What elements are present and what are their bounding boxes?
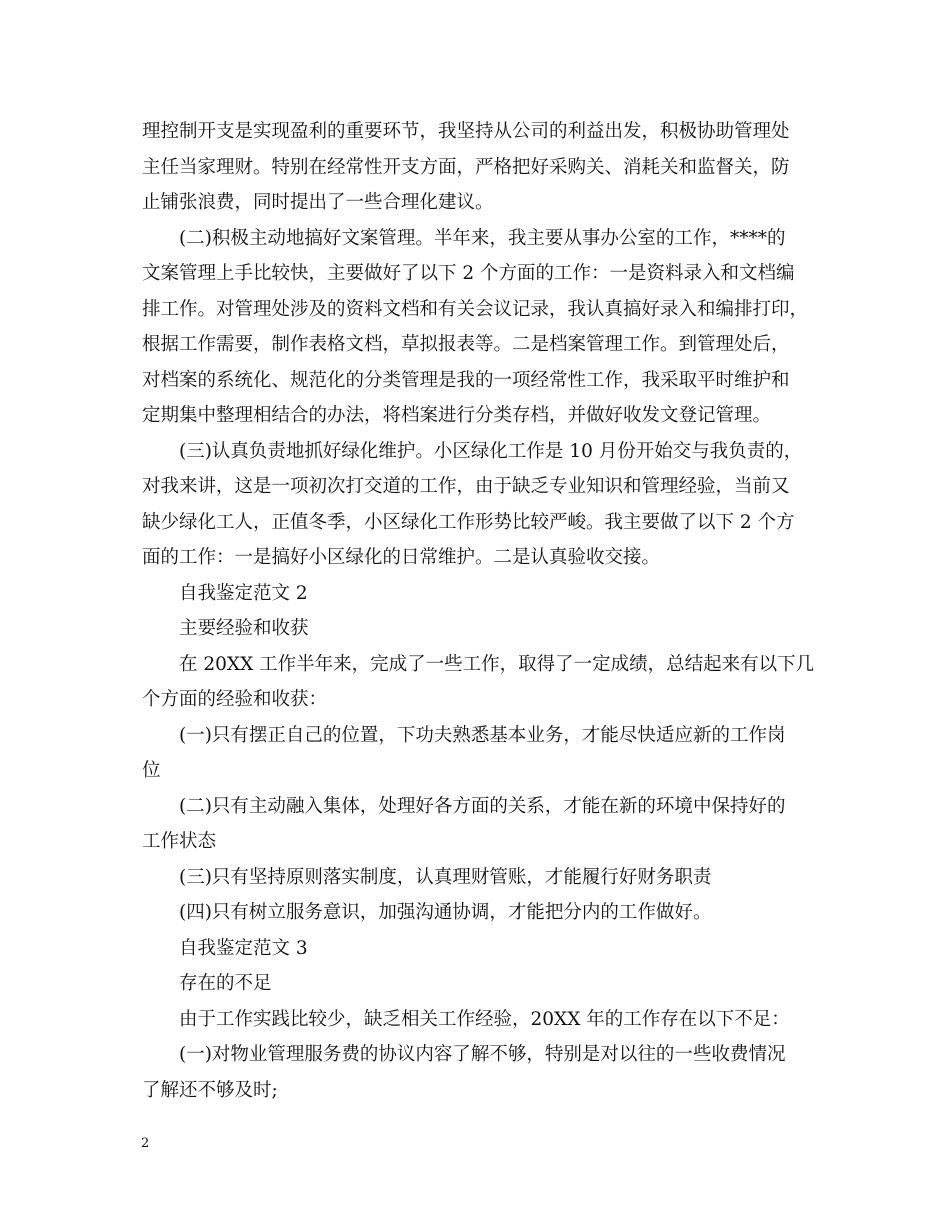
page-number: 2 [141, 1136, 150, 1151]
text-line: 定期集中整理相结合的办法，将档案进行分类存档，并做好收发文登记管理。 [142, 405, 772, 426]
text-line: 面的工作：一是搞好小区绿化的日常维护。二是认真验收交接。 [142, 547, 661, 568]
text-line: 个方面的经验和收获： [142, 689, 328, 710]
text-line: (二)积极主动地搞好文案管理。半年来，我主要从事办公室的工作，****的 [179, 227, 786, 249]
text-line: 根据工作需要，制作表格文档，草拟报表等。二是档案管理工作。到管理处后， [142, 334, 790, 355]
text-line: (三)认真负责地抓好绿化维护。小区绿化工作是 10 月份开始交与我负责的， [179, 440, 803, 462]
text-line: (一)只有摆正自己的位置，下功夫熟悉基本业务，才能尽快适应新的工作岗 [179, 724, 786, 746]
text-line: 在 20XX 工作半年来，完成了一些工作，取得了一定成绩，总结起来有以下几 [179, 653, 815, 675]
text-line: (三)只有坚持原则落实制度，认真理财管账，才能履行好财务职责 [179, 866, 712, 888]
text-line: 位 [142, 760, 161, 781]
text-line: (四)只有树立服务意识，加强沟通协调，才能把分内的工作做好。 [179, 902, 712, 923]
text-line: 排工作。对管理处涉及的资料文档和有关会议记录，我认真搞好录入和编排打印， [142, 298, 809, 320]
text-line: 自我鉴定范文 2 [179, 582, 308, 604]
text-line: 主要经验和收获 [179, 618, 309, 639]
document-body [142, 114, 822, 1108]
text-line: 由于工作实践比较少，缺乏相关工作经验，20XX 年的工作存在以下不足： [179, 1008, 790, 1030]
text-line: 对档案的系统化、规范化的分类管理是我的一项经常性工作，我采取平时维护和 [142, 369, 790, 391]
text-line: 对我来讲，这是一项初次打交道的工作，由于缺乏专业知识和管理经验，当前又 [142, 476, 790, 497]
text-line: 理控制开支是实现盈利的重要环节，我坚持从公司的利益出发，积极协助管理处 [142, 121, 790, 142]
text-line: 止铺张浪费，同时提出了一些合理化建议。 [142, 192, 494, 213]
text-line: (一)对物业管理服务费的协议内容了解不够，特别是对以往的一些收费情况 [179, 1044, 786, 1065]
text-line: 文案管理上手比较快，主要做好了以下 2 个方面的工作：一是资料录入和文档编 [142, 263, 795, 284]
text-line: 工作状态 [142, 831, 217, 852]
text-line: 自我鉴定范文 3 [179, 937, 308, 959]
text-line: 了解还不够及时; [142, 1079, 278, 1101]
text-line: (二)只有主动融入集体，处理好各方面的关系，才能在新的环境中保持好的 [179, 795, 786, 817]
text-line: 主任当家理财。特别在经常性开支方面，严格把好采购关、消耗关和监督关，防 [142, 156, 790, 178]
text-line: 存在的不足 [179, 973, 272, 994]
text-line: 缺少绿化工人，正值冬季，小区绿化工作形势比较严峻。我主要做了以下 2 个方 [142, 511, 795, 533]
